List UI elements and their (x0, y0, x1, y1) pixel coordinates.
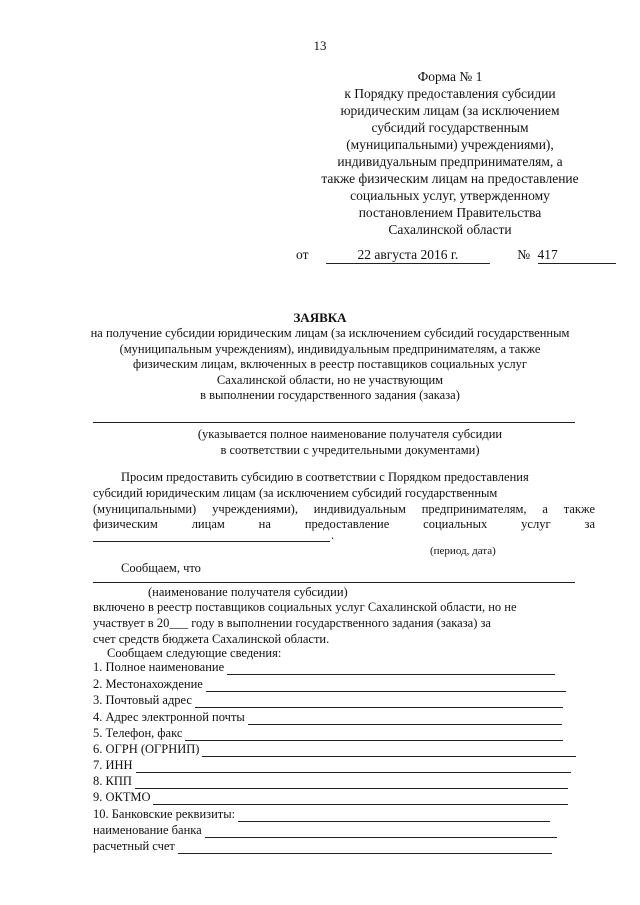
field-input-line[interactable] (136, 760, 571, 773)
details-intro: Сообщаем следующие сведения: (107, 646, 282, 660)
header-line: Сахалинской области (388, 222, 512, 237)
field-input-line[interactable] (248, 712, 562, 725)
field-email (93, 709, 562, 725)
field-input-line[interactable] (227, 662, 555, 675)
recipient-name-line[interactable] (93, 422, 575, 423)
field-kpp (93, 773, 568, 789)
inform-label: Сообщаем, что (121, 561, 201, 575)
field-label: 8. КПП (93, 774, 132, 788)
header-line: индивидуальным предпринимателям, а (337, 154, 563, 169)
request-line: (муниципальными) учреждениями), индивидуальным предпринимателям, а также (93, 501, 595, 516)
document-subtitle (60, 326, 600, 404)
field-input-line[interactable] (238, 809, 550, 822)
header-line: Форма № 1 (417, 69, 483, 84)
field-input-line[interactable] (185, 728, 563, 741)
field-label: 5. Телефон, факс (93, 726, 183, 740)
subtitle-line: физическим лицам, включенных в реестр поставщиков социальных услуг (132, 357, 528, 371)
form-header (296, 68, 604, 238)
field-postal-address (93, 692, 563, 708)
field-label: 10. Банковские реквизиты: (93, 807, 236, 821)
header-line: социальных услуг, утвержденному (350, 188, 550, 203)
field-input-line[interactable] (153, 792, 568, 805)
field-label: наименование банка (93, 823, 202, 837)
included-paragraph (93, 600, 595, 647)
field-input-line[interactable] (178, 841, 552, 854)
header-line: субсидий государственным (371, 120, 529, 135)
recipient-subsidy-line[interactable] (93, 582, 575, 583)
field-input-line[interactable] (206, 679, 566, 692)
recipient-note-line: в соответствии с учредительными документами) (220, 442, 480, 457)
field-input-line[interactable] (195, 695, 563, 708)
header-line: (муниципальными) учреждениями), (346, 137, 554, 152)
request-line: субсидий юридическим лицам (за исключением субсидий государственным (93, 485, 498, 500)
field-bank-details (93, 806, 550, 822)
field-bank-name (93, 822, 557, 838)
field-inn (93, 757, 571, 773)
recipient-note-line: (указывается полное наименование получателя субсидии (197, 427, 503, 441)
field-label: 3. Почтовый адрес (93, 693, 192, 707)
field-label: 6. ОГРН (ОГРНИП) (93, 742, 200, 756)
field-input-line[interactable] (135, 776, 568, 789)
field-location (93, 676, 566, 692)
header-line: юридическим лицам (за исключением (340, 103, 560, 118)
header-line: постановлением Правительства (358, 205, 542, 220)
included-line: включено в реестр поставщиков социальных услуг Сахалинской области, но не (93, 600, 517, 614)
field-label: 4. Адрес электронной почты (93, 710, 245, 724)
header-line: к Порядку предоставления субсидии (344, 86, 556, 101)
document-title: ЗАЯВКА (293, 310, 347, 325)
subtitle-line: (муниципальным учреждениям), индивидуальным предпринимателям, а также (119, 341, 541, 356)
field-label: 1. Полное наименование (93, 660, 225, 674)
field-settlement-account (93, 838, 552, 854)
field-input-line[interactable] (205, 825, 557, 838)
request-line: Просим предоставить субсидию в соответствии с Порядком предоставления (121, 470, 529, 484)
recipient-note (150, 427, 550, 458)
field-label: 2. Местонахождение (93, 677, 203, 691)
recipient-name-hint: (наименование получателя субсидии) (148, 585, 348, 599)
decree-number: 417 (538, 246, 616, 264)
field-oktmo (93, 789, 568, 805)
subtitle-line: в выполнении государственного задания (заказа) (200, 388, 460, 402)
field-label: расчетный счет (93, 839, 175, 853)
request-paragraph (93, 470, 595, 533)
header-date-row (296, 246, 616, 264)
period-end-dot: . (331, 528, 335, 542)
decree-date: 22 августа 2016 г. (326, 246, 490, 264)
header-line: также физическим лицам на предоставление (321, 171, 579, 186)
included-line: участвует в 20___ году в выполнении государственного задания (заказа) за (93, 615, 491, 630)
field-input-line[interactable] (202, 744, 576, 757)
included-line: счет средств бюджета Сахалинской области. (93, 631, 330, 646)
number-label: № (517, 247, 531, 262)
field-label: 7. ИНН (93, 758, 133, 772)
field-ogrn (93, 741, 576, 757)
field-label: 9. ОКТМО (93, 790, 151, 804)
date-prefix: от (296, 247, 309, 262)
period-line[interactable] (93, 541, 330, 542)
field-full-name (93, 659, 555, 675)
field-phone-fax (93, 725, 563, 741)
subtitle-line: на получение субсидии юридическим лицам (за исключением субсидий государственным (90, 326, 570, 340)
page-number: 13 (313, 38, 327, 53)
request-line: физическим лицам на предоставление социальных услуг за (93, 517, 595, 532)
period-hint: (период, дата) (430, 545, 496, 557)
subtitle-line: Сахалинской области, но не участвующим (216, 372, 444, 387)
